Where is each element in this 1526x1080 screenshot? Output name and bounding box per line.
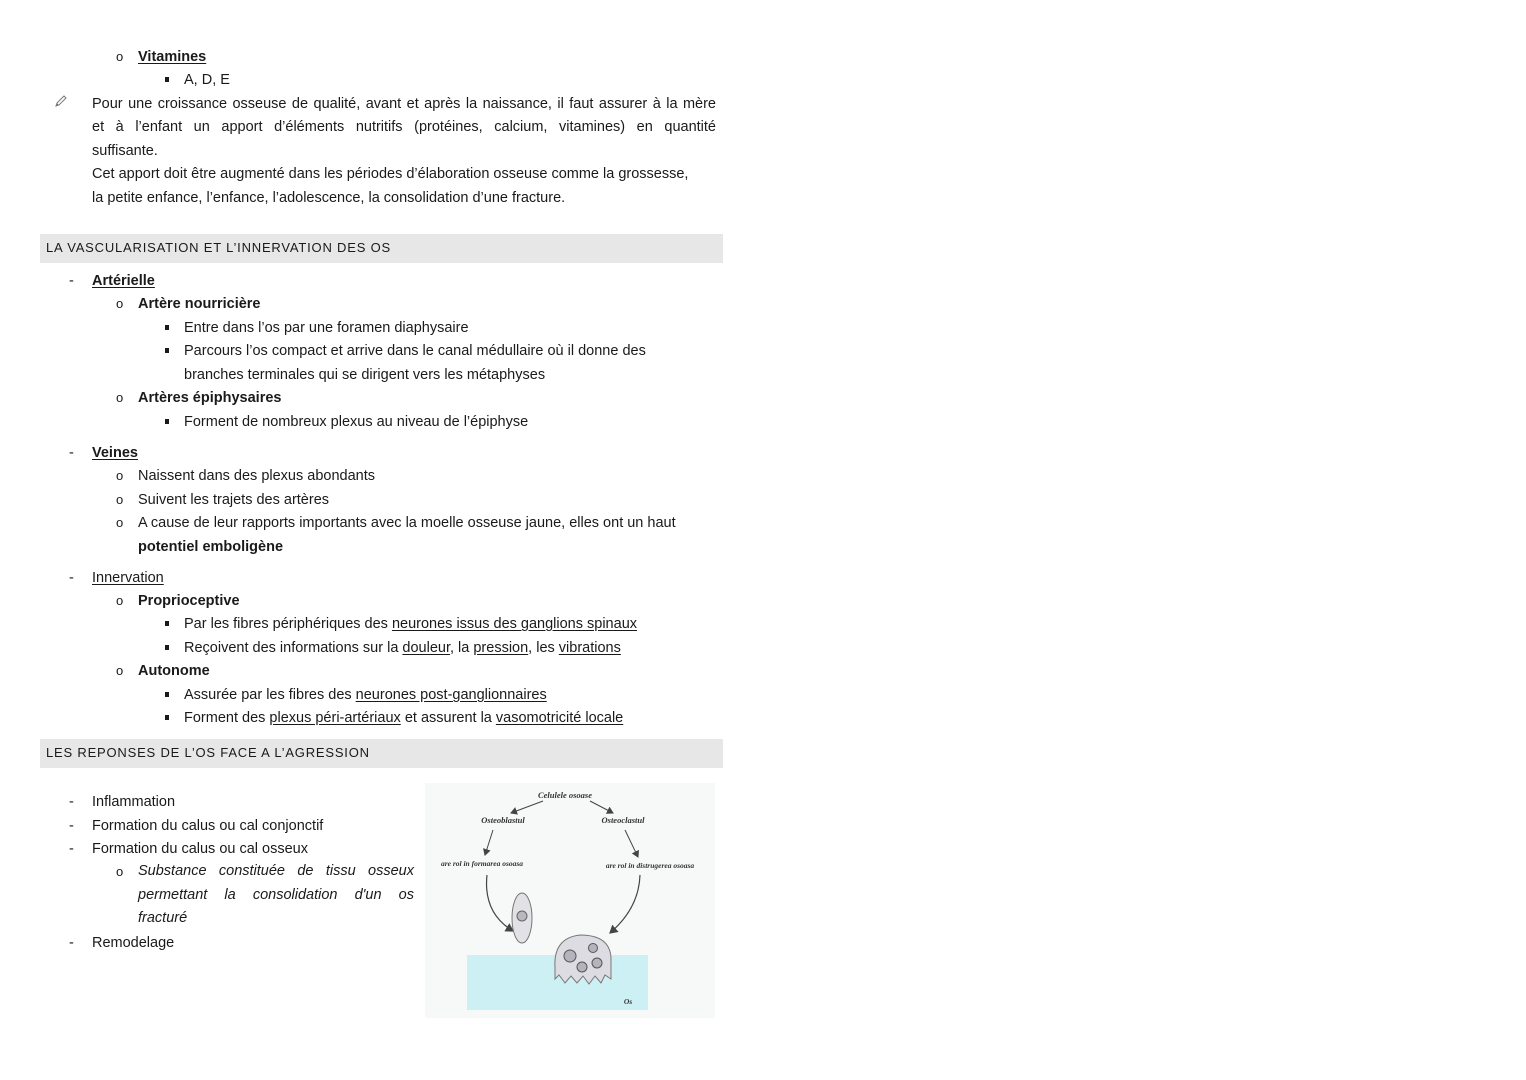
underlined-term: neurones issus des ganglions spinaux	[391, 616, 638, 632]
text-run: , les	[528, 640, 559, 656]
autonome-item	[184, 708, 623, 728]
square-bullet	[165, 77, 169, 82]
osteoclast-cell-icon	[555, 935, 611, 984]
osteoblast-role: are rol in formarea osoasa	[440, 859, 524, 868]
section-title: LES REPONSES DE L’OS FACE A L’AGRESSION	[46, 745, 370, 760]
reponse-item: Formation du calus ou cal conjonctif	[92, 818, 324, 834]
underlined-term: douleur	[402, 640, 450, 656]
reponse-item: Remodelage	[92, 935, 175, 951]
section-header-reponses	[40, 739, 723, 768]
epiphysaires-item: Forment de nombreux plexus au niveau de l’épiphyse	[184, 414, 529, 430]
osteoclast-label: Osteoclastul	[601, 815, 645, 825]
text-run: et assurent la	[400, 710, 496, 726]
circle-bullet: o	[116, 296, 124, 311]
description-line: Substance constituée de tissu osseux	[138, 863, 414, 879]
proprioceptive-heading: Proprioceptive	[138, 593, 240, 609]
description-line: fracturé	[138, 910, 188, 926]
veines-item: A cause de leur rapports importants avec la moelle osseuse jaune, elles ont un haut	[138, 515, 676, 531]
underlined-term: neurones post-ganglionnaires	[355, 687, 547, 703]
square-bullet	[165, 692, 169, 697]
dash-bullet: -	[69, 841, 74, 857]
text-run: Par les fibres périphériques des	[184, 616, 392, 632]
text-run: Assurée par les fibres des	[184, 687, 356, 703]
innervation-heading: Innervation	[92, 570, 164, 586]
circle-bullet: o	[116, 864, 124, 879]
dash-bullet: -	[69, 794, 74, 810]
proprioceptive-item	[184, 638, 621, 658]
circle-bullet: o	[116, 492, 124, 507]
cal-osseux-description	[138, 860, 414, 931]
underlined-term: plexus péri-artériaux	[269, 710, 401, 726]
bone-cells-diagram	[425, 783, 715, 1018]
bone-label: Os	[623, 997, 633, 1006]
section-title: LA VASCULARISATION ET L’INNERVATION DES OS	[46, 240, 391, 255]
pencil-icon	[54, 94, 68, 112]
text-run: Forment des	[184, 710, 270, 726]
circle-bullet: o	[116, 49, 124, 64]
square-bullet	[165, 715, 169, 720]
circle-bullet: o	[116, 468, 124, 483]
autonome-heading: Autonome	[138, 663, 210, 679]
nourriciere-item: Entre dans l’os par une foramen diaphysaire	[184, 320, 469, 336]
autonome-item	[184, 685, 547, 705]
circle-bullet: o	[116, 593, 124, 608]
vitamines-item: A, D, E	[184, 72, 230, 88]
cells-label: Celulele osoase	[537, 790, 593, 800]
dash-bullet: -	[69, 935, 74, 951]
square-bullet	[165, 348, 169, 353]
square-bullet	[165, 419, 169, 424]
veines-heading: Veines	[92, 445, 138, 461]
dash-bullet: -	[69, 445, 74, 461]
dash-bullet: -	[69, 570, 74, 586]
proprioceptive-item	[184, 614, 637, 634]
dash-bullet: -	[69, 273, 74, 289]
reponse-item: Inflammation	[92, 794, 176, 810]
osteoblast-label: Osteoblastul	[481, 815, 525, 825]
artere-nourriciere-heading: Artère nourricière	[138, 296, 261, 312]
arteres-epiphysaires-heading: Artères épiphysaires	[138, 390, 282, 406]
note-line: la petite enfance, l’enfance, l’adolescence, la consolidation d’une fracture.	[92, 189, 566, 206]
circle-bullet: o	[116, 663, 124, 678]
osteoblast-cell-icon	[512, 893, 532, 943]
veines-item: Suivent les trajets des artères	[138, 492, 330, 508]
note-line: et à l’enfant un apport d’éléments nutritifs (protéines, calcium, vitamines) en quantité	[92, 119, 716, 136]
vitamines-heading: Vitamines	[138, 49, 207, 65]
note-line: Pour une croissance osseuse de qualité, avant et après la naissance, il faut assurer à la mère	[92, 96, 716, 112]
circle-bullet: o	[116, 515, 124, 530]
reponse-item: Formation du calus ou cal osseux	[92, 841, 308, 857]
underlined-term: vibrations	[558, 640, 621, 656]
dash-bullet: -	[69, 818, 74, 834]
circle-bullet: o	[116, 390, 124, 405]
square-bullet	[165, 621, 169, 626]
text-run: Reçoivent des informations sur la	[184, 640, 403, 656]
text-run: , la	[449, 640, 474, 656]
arterielle-heading: Artérielle	[92, 273, 155, 289]
nutrition-note	[92, 93, 716, 210]
square-bullet	[165, 645, 169, 650]
section-header-vascularisation	[40, 234, 723, 263]
square-bullet	[165, 325, 169, 330]
underlined-term: pression	[473, 640, 529, 656]
veines-item-cont: potentiel emboligène	[138, 539, 284, 555]
nourriciere-item-cont: branches terminales qui se dirigent vers les métaphyses	[184, 367, 546, 383]
nourriciere-item: Parcours l’os compact et arrive dans le canal médullaire où il donne des	[184, 343, 646, 359]
veines-item: Naissent dans des plexus abondants	[138, 468, 375, 484]
note-line: Cet apport doit être augmenté dans les périodes d’élaboration osseuse comme la grossesse,	[92, 166, 689, 183]
description-line: permettant la consolidation d'un os	[138, 886, 414, 903]
note-line: suffisante.	[92, 142, 158, 159]
underlined-term: vasomotricité locale	[495, 710, 624, 726]
osteoclast-role: are rol in distrugerea osoasa	[605, 861, 695, 870]
